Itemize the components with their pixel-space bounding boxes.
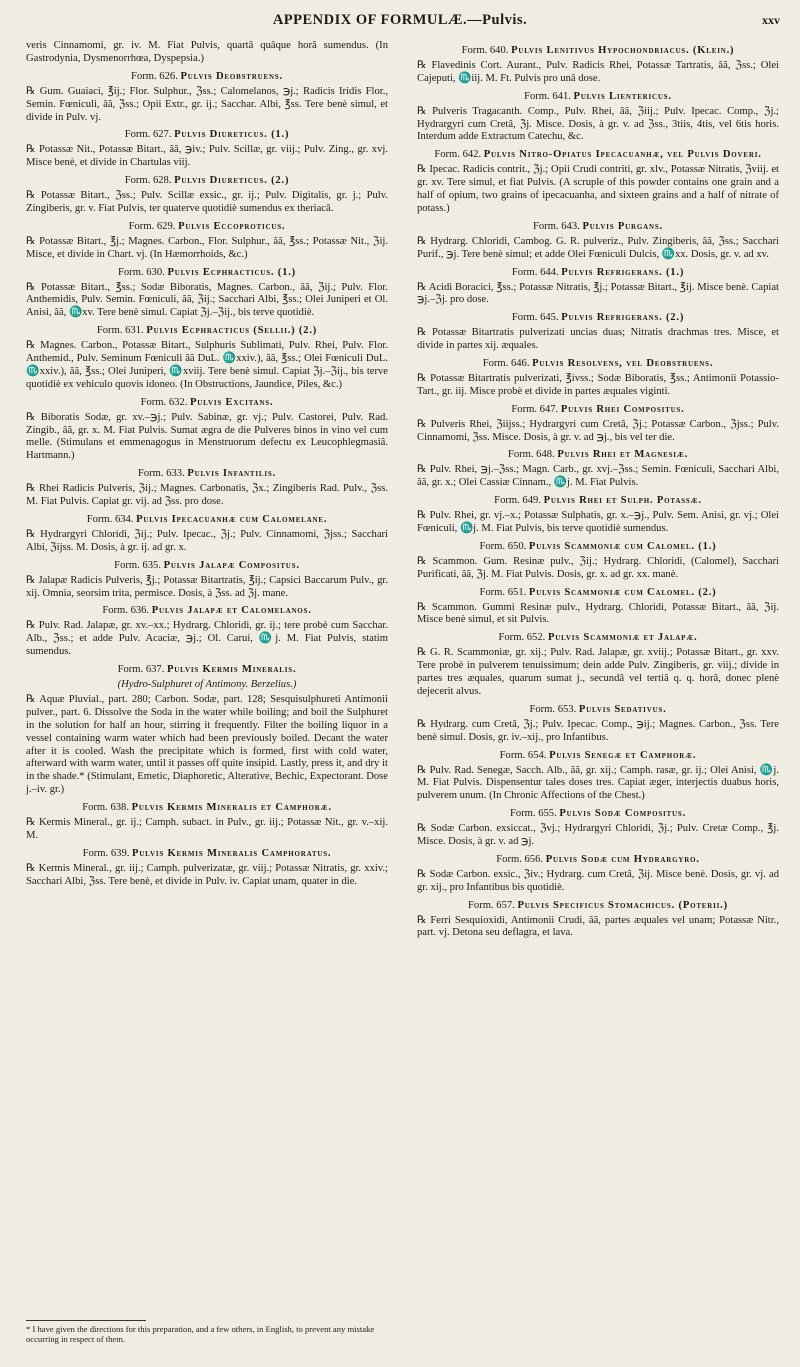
formula-name: Pulvis Scammoniæ et Jalapæ. — [547, 632, 698, 644]
formula-paragraph: ℞ Hydrarg. cum Cretâ, ℨj.; Pulv. Ipecac. Comp., ℈ij.; Magnes. Carbon., ℨss. Tere benè simul. Dosis, gr. iv.–xij., pro Infantibus. — [417, 718, 779, 743]
formula-title — [417, 45, 779, 58]
formula-name: Pulvis Specificus Stomachicus. (Poterii.) — [517, 899, 728, 911]
formula-name: Pulvis Deobstruens. — [180, 70, 283, 82]
formula-paragraph: ℞ Pulv. Rhei, ℈j.–ℨss.; Magn. Carb., gr. xvj.–ℨss.; Semin. Fœniculi, Sacchari Albi, ãã, gr. x.; Olei Cassiæ Cinnam., ♏j. M. Fiat Pulvis. — [417, 464, 779, 489]
formula-title — [26, 802, 388, 815]
formula-paragraph: ℞ Scammon. Gum. Resinæ pulv., ℨij.; Hydrarg. Chloridi, (Calomel), Sacchari Purificati, ãã, ℨj. M. Fiat Pulvis. Dosis, gr. x. ad gr. xx. manè. — [417, 555, 779, 580]
formula-paragraph: ℞ Sodæ Carbon. exsic., ℨiv.; Hydrarg. cum Cretâ, ℨij. Misce benè. Dosis, gr. vj. ad gr. xij., pro Infantibus bis quotidiè. — [417, 868, 779, 893]
formula-name: Pulvis Diureticus. (2.) — [174, 175, 290, 187]
formula-number: Form. 634. — [86, 514, 134, 525]
formula-paragraph: ℞ Pulveris Tragacanth. Comp., Pulv. Rhei, ãã, ℨiij.; Pulv. Ipecac. Comp., ℨj.; Hydrargyri cum Cretâ, ℨj. Misce. Dosis, à gr. v. ad ℨss., 3tiis, 4tis, vel 6tis horis. Interdum adde Extractum Catechu, &c. — [417, 105, 779, 143]
formula-paragraph: ℞ Pulv. Rad. Senegæ, Sacch. Alb., ãã, gr. xij.; Camph. rasæ, gr. ij.; Olei Anisi, ♏j. M. Fiat Pulvis. Dispensentur tales doses tres. Capiat æger, interjectis duabus horis, pulverem unum. (In Chronic Affections of the Chest.) — [417, 764, 779, 802]
formula-paragraph: ℞ Hydrargyri Chloridi, ℨij.; Pulv. Ipecac., ℨj.; Pulv. Cinnamomi, ℨjss.; Sacchari Albi, ℨijss. M. Dosis, à gr. ij. ad gr. x. — [26, 528, 388, 553]
formula-title — [26, 560, 388, 573]
formula-title — [417, 541, 779, 554]
formula-title — [26, 129, 388, 142]
formula-title — [26, 267, 388, 280]
formula-title — [26, 664, 388, 677]
formula-title — [26, 605, 388, 618]
formula-paragraph: ℞ Pulv. Rhei, gr. vj.–x.; Potassæ Sulphatis, gr. x.–℈j., Pulv. Sem. Anisi, gr. vj.; Olei Fœniculi, ♏j. M. Fiat Pulvis, bis terve quotidiè sumendus. — [417, 510, 779, 534]
formula-name: Pulvis Senegæ et Camphoræ. — [549, 749, 697, 761]
formula-name: Pulvis Excitans. — [190, 396, 274, 408]
formula-title — [417, 587, 779, 600]
formula-number: Form. 631. — [96, 325, 144, 337]
formula-title — [417, 808, 779, 821]
formula-number: Form. 651. — [479, 586, 527, 598]
formula-paragraph: ℞ Scammon. Gummi Resinæ pulv., Hydrarg. Chloridi, Potassæ Bitart., ãã, ℨij. Misce benè simul, et sit Pulvis. — [417, 601, 779, 626]
formula-paragraph: ℞ Sodæ Carbon. exsiccat., ℨvj.; Hydrargyri Chloridi, ℨj.; Pulv. Cretæ Comp., ℥j. Misce. Dosis, à gr. v. ad ℈j. — [417, 823, 779, 848]
formula-number: Form. 657. — [468, 899, 515, 911]
formula-name: Pulvis Kermis Mineralis et Camphoræ. — [131, 802, 332, 814]
formula-title — [417, 632, 779, 645]
formula-number: Form. 636. — [102, 605, 150, 617]
formula-title — [26, 175, 388, 188]
formula-name: Pulvis Jalapæ Compositus. — [163, 559, 300, 571]
formula-paragraph: ℞ Pulv. Rad. Jalapæ, gr. xv.–xx.; Hydrarg. Chloridi, gr. ij.; tere probè cum Sacchar. Alb., ℨss.; et adde Pulv. Acaciæ, ℈j.; Ol. Carui, ♏j. M. Fiat Pulvis, statim sumendus. — [26, 620, 388, 658]
footnote-divider — [26, 1320, 146, 1321]
formula-paragraph: veris Cinnamomi, gr. iv. M. Fiat Pulvis, quartâ quâque horâ sumendus. (In Gastrodynia, Dysmenorrhœa, Dyspepsia.) — [26, 40, 388, 64]
formula-title — [417, 149, 779, 162]
formula-name: Pulvis Rhei et Sulph. Potassæ. — [543, 495, 702, 507]
formula-number: Form. 648. — [507, 449, 555, 461]
formula-number: Form. 653. — [529, 703, 577, 715]
formula-name: Pulvis Scammoniæ cum Calomel. (1.) — [528, 540, 717, 552]
formula-number: Form. 655. — [509, 808, 557, 820]
formula-name: Pulvis Resolvens, vel Deobstruens. — [532, 358, 714, 370]
formula-paragraph: ℞ Kermis Mineral., gr. iij.; Camph. pulverizatæ, gr. viij.; Potassæ Nitratis, gr. xxiv.; Sacchari Albi, ℨss. Tere benè, et divide in Pulv. iv. Capiat unam, quater in die. — [26, 862, 388, 887]
footnote: * I have given the directions for this preparation, and a few others, in English, to prevent any mistake occurring in respect of them. — [26, 1324, 375, 1345]
formula-name: Pulvis Sodæ Compositus. — [559, 808, 687, 820]
formula-title — [26, 468, 388, 481]
formula-title — [417, 900, 779, 913]
formula-number: Form. 654. — [499, 749, 547, 761]
formula-title — [417, 312, 779, 325]
formula-number: Form. 650. — [479, 540, 527, 552]
formula-name: Pulvis Nitro-Opiatus Ipecacuanhæ, vel Pulvis Doveri. — [483, 149, 762, 161]
formula-title — [417, 854, 779, 867]
formula-paragraph: ℞ Kermis Mineral., gr. ij.; Camph. subact. in Pulv., gr. iij.; Potassæ Nit., gr. v.–xij. M. — [26, 817, 388, 841]
formula-name: Pulvis Rhei Compositus. — [560, 403, 685, 415]
formula-number: Form. 647. — [511, 403, 559, 415]
formula-title — [417, 358, 779, 371]
formula-number: Form. 635. — [114, 559, 161, 571]
formula-paragraph: ℞ Ferri Sesquioxidi, Antimonii Crudi, ãã, partes æquales vel unam; Potassæ Nitr., part. vj. Detona seu deflagra, et lava. — [417, 914, 779, 939]
formula-paragraph: ℞ Potassæ Bitart., ℨss.; Pulv. Scillæ exsic., gr. ij.; Pulv. Digitalis, gr. j.; Pulv. Zingiberis, gr. v. Fiat Pulvis, ter quaterve quotidiè sumendus ex theriacâ. — [26, 190, 388, 214]
running-header — [20, 8, 780, 36]
page-number: xxv — [762, 13, 780, 27]
formula-name: Pulvis Sedativus. — [578, 703, 667, 715]
formula-name: Pulvis Refrigerans. (1.) — [561, 266, 685, 278]
formula-paragraph: ℞ Acidi Boracici, ℥ss.; Potassæ Nitratis, ℥j.; Potassæ Bitart., ℥ij. Misce benè. Capiat ℈j.–ℨj. pro dose. — [417, 281, 779, 306]
formula-paragraph: ℞ Potassæ Nit., Potassæ Bitart., ãã, ℈iv.; Pulv. Scillæ, gr. viij.; Pulv. Zing., gr. xvj. Misce benè, et divide in Chartulas viij. — [26, 144, 388, 169]
formula-number: Form. 640. — [461, 45, 509, 56]
formula-number: Form. 630. — [117, 266, 165, 278]
formula-name: Pulvis Scammoniæ cum Calomel. (2.) — [528, 586, 717, 598]
formula-title — [417, 704, 779, 717]
formula-paragraph: ℞ Aquæ Pluvial., part. 280; Carbon. Sodæ, part. 128; Sesquisulphureti Antimonii pulver., part. 6. Dissolve the Soda in the water while boiling; and boil the Sulphuret in the solution for half an hour, stirring it frequently. Filter the boiling liquor in a vessel containing warm water which had been previously boiled. Decant the water after it is cooled. Wash the precipitate which is formed, first with cold water, afterward with warm water, until it passes off quite insipid. Lastly, press it, and dry it in the shade.* (Stimulant, Emetic, Diaphoretic, Alterative, Bechic, Expectorant. Dose j.–iv. gr.) — [26, 693, 388, 796]
formula-name: Pulvis Ecphracticus. (1.) — [167, 266, 297, 278]
formula-name: Pulvis Sodæ cum Hydrargyro. — [545, 853, 700, 865]
formula-title — [417, 221, 779, 234]
formula-number: Form. 642. — [434, 149, 482, 161]
formula-title — [26, 514, 388, 527]
formula-subtitle: (Hydro-Sulphuret of Antimony. Berzelius.) — [117, 678, 297, 690]
formula-paragraph: ℞ G. R. Scammoniæ, gr. xij.; Pulv. Rad. Jalapæ, gr. xviij.; Potassæ Bitart., gr. xxv. Tere probè in pulverem tenuissimum; dein adde Pulv. Zingiberis, gr. viij.; divide in partes tres æquales, quarum sumat j., secundâ vel tertiâ q. q. horâ, donec plenè dejecerit alvus. — [417, 647, 779, 697]
formula-name: Pulvis Kermis Mineralis Camphoratus. — [132, 847, 332, 859]
formula-number: Form. 629. — [128, 220, 176, 232]
formula-paragraph: ℞ Potassæ Bitartratis pulverizati, ℥ivss.; Sodæ Biboratis, ℥ss.; Antimonii Potassio-Tart., gr. iij. Misce probè et divide in partes æquales viginti. — [417, 372, 779, 397]
left-column — [26, 40, 388, 891]
formula-name: Pulvis Kermis Mineralis. — [167, 664, 297, 676]
formula-number: Form. 637. — [117, 664, 165, 676]
formula-title — [26, 221, 388, 234]
formula-name: Pulvis Lientericus. — [573, 90, 672, 102]
formula-name: Pulvis Lenitivus Hypochondriacus. (Klein.) — [511, 45, 735, 56]
formula-name: Pulvis Ecphracticus (Sellii.) (2.) — [146, 325, 318, 337]
formula-paragraph: ℞ Ipecac. Radicis contrit., ℨj.; Opii Crudi contriti, gr. xlv., Potassæ Nitratis, ℨviij. et gr. xv. Tere simul, et fiat Pulvis. (A scruple of this powder contains one grain and a half of opium, two grains of ipecacuanha, and sixteen grains and a half of nitrate of potass.) — [417, 164, 779, 214]
formula-paragraph: ℞ Potassæ Bitart., ℥ss.; Sodæ Biboratis, Magnes. Carbon., ãã, ℨij.; Pulv. Flor. Anthemidis, Pulv. Semin. Fœniculi, ãã, ℨij.; Sacchari Albi, ℥ss.; Olei Juniperi et Ol. Anisi, ãã, ♏xv. Tere benè simul. Capiat ℨj.–ℨij., bis terve quotidiè. — [26, 281, 388, 319]
formula-paragraph: ℞ Biboratis Sodæ, gr. xv.–℈j.; Pulv. Sabinæ, gr. vj.; Pulv. Castorei, Pulv. Rad. Zingib., ãã, gr. x. M. Fiat Pulvis. Sumat ægra de die Pulveres binos in vino vel cum melle. (Stimulans et emmenagogus in Menstruorum defectu ex Leucophlegmasiâ. Hartmann.) — [26, 411, 388, 462]
formula-number: Form. 627. — [124, 129, 172, 141]
formula-number: Form. 641. — [524, 90, 571, 102]
formula-title — [26, 71, 388, 84]
formula-name: Pulvis Eccoproticus. — [178, 220, 286, 232]
formula-name: Pulvis Purgans. — [582, 220, 663, 232]
formula-number: Form. 644. — [511, 266, 559, 278]
header-title: APPENDIX OF FORMULÆ.—Pulvis. — [272, 12, 528, 28]
formula-number: Form. 639. — [82, 847, 130, 859]
formula-number: Form. 638. — [82, 802, 129, 814]
formula-title — [417, 404, 779, 417]
formula-name: Pulvis Ipecacuanhæ cum Calomelane. — [136, 514, 328, 525]
right-column — [417, 40, 779, 942]
formula-paragraph: ℞ Gum. Guaiaci, ℥ij.; Flor. Sulphur., ℨss.; Calomelanos, ℈j.; Radicis Iridis Flor., Semin. Fœniculi, ãã, ℨss.; Opii Extr., gr. ij.; Sacchar. Albi, ℥ss. Tere benè simul, et divide in Pulv. vj. — [26, 85, 388, 123]
formula-title — [26, 325, 388, 338]
formula-number: Form. 656. — [496, 853, 544, 865]
formula-number: Form. 643. — [532, 220, 580, 232]
formula-number: Form. 632. — [140, 396, 188, 408]
formula-number: Form. 633. — [137, 468, 185, 480]
formula-name: Pulvis Diureticus. (1.) — [174, 129, 290, 141]
formula-number: Form. 645. — [511, 312, 559, 324]
formula-title — [26, 848, 388, 861]
formula-name: Pulvis Refrigerans. (2.) — [561, 312, 685, 324]
formula-paragraph: ℞ Potassæ Bitart., ℥j.; Magnes. Carbon., Flor. Sulphur., ãã, ℥ss.; Potassæ Nit., ℨij. Misce, et divide in Chart. vj. (In Hæmorrhoids, &c.) — [26, 235, 388, 260]
formula-name: Pulvis Rhei et Magnesiæ. — [557, 449, 689, 461]
formula-title — [417, 267, 779, 280]
formula-name: Pulvis Infantilis. — [187, 468, 277, 480]
formula-number: Form. 626. — [131, 70, 178, 82]
formula-paragraph: ℞ Magnes. Carbon., Potassæ Bitart., Sulphuris Sublimati, Pulv. Rhei, Pulv. Flor. Anthemid., Pulv. Seminum Fœniculi ãã DuL. ♏xxiv.), ãã, ℥ss.; Olei Fœniculi DuL. ♏xxiv.), ãã, ℥ss.; Olei Juniperi, ♏xviij. Tere benè simul. Capiat ℨj.–ℨij., bis terve quotidiè ex vehiculo quovis idoneo. (In Obstructions, Jaundice, Piles, &c.) — [26, 340, 388, 390]
formula-number: Form. 646. — [482, 358, 530, 370]
formula-title — [417, 495, 779, 508]
formula-number: Form. 652. — [498, 632, 546, 644]
formula-paragraph: ℞ Pulveris Rhei, ℨiijss.; Hydrargyri cum Cretâ, ℨj.; Potassæ Carbon., ℨjss.; Pulv. Cinnamomi, ℨss. Misce. Dosis, à gr. v. ad ℈j., bis vel ter die. — [417, 418, 779, 443]
formula-title — [417, 750, 779, 763]
formula-paragraph: ℞ Flavedinis Cort. Aurant., Pulv. Radicis Rhei, Potassæ Tartratis, ãã, ℨss.; Olei Cajeputi, ♏iij. M. Ft. Pulvis pro unâ dose. — [417, 59, 779, 84]
formula-title — [417, 449, 779, 462]
formula-number: Form. 628. — [124, 175, 172, 187]
formula-paragraph: ℞ Potassæ Bitartratis pulverizati uncias duas; Nitratis drachmas tres. Misce, et divide in partes xij. æquales. — [417, 327, 779, 352]
formula-number: Form. 649. — [494, 495, 541, 507]
formula-paragraph: ℞ Jalapæ Radicis Pulveris, ℥j.; Potassæ Bitartratis, ℥ij.; Capsici Baccarum Pulv., gr. xij. Omnia, seorsim trita, permisce. Dosis, à ℨss. ad ℨj. mane. — [26, 574, 388, 599]
formula-title — [26, 397, 388, 410]
formula-paragraph: ℞ Rhei Radicis Pulveris, ℨij.; Magnes. Carbonatis, ℨx.; Zingiberis Rad. Pulv., ℨss. M. Fiat Pulvis. Capiat gr. vij. ad ℨss. pro dose. — [26, 483, 388, 508]
formula-name: Pulvis Jalapæ et Calomelanos. — [151, 605, 312, 617]
formula-title — [417, 91, 779, 104]
formula-paragraph: ℞ Hydrarg. Chloridi, Cambog. G. R. pulveriz., Pulv. Zingiberis, ãã, ℨss.; Sacchari Purif., ℈j. Tere benè simul; et adde Olei Fœniculi Dulcis, ♏xx. Dosis, gr. v. ad xv. — [417, 235, 779, 260]
